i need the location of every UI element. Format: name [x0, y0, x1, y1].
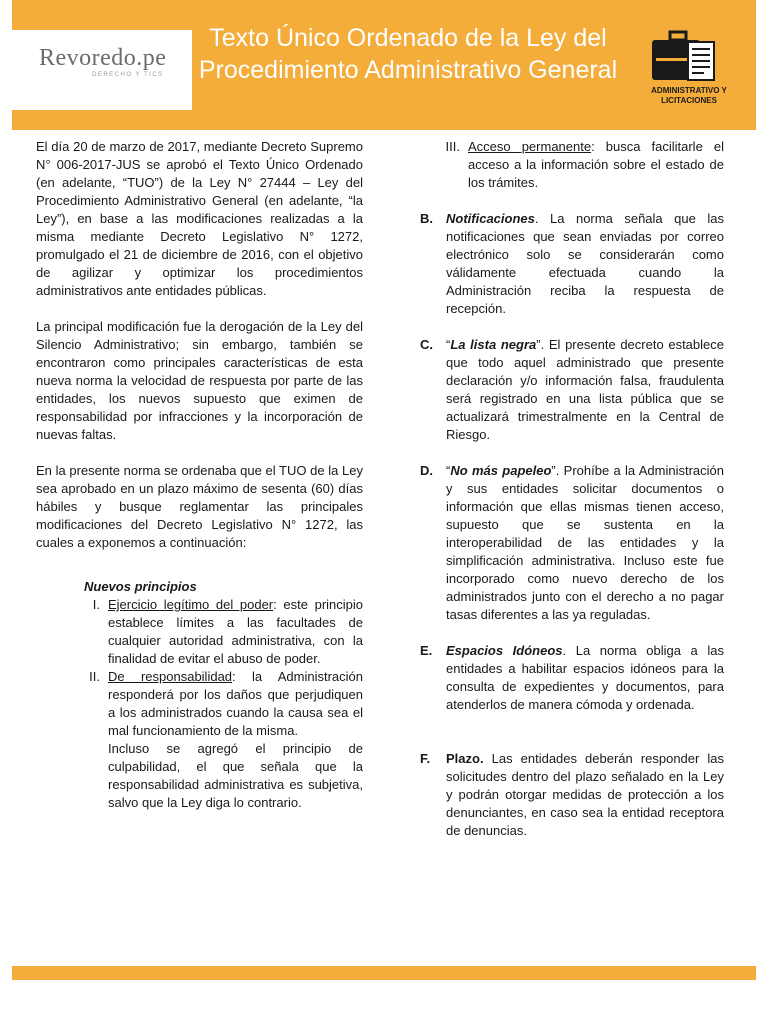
logo [12, 30, 192, 110]
item-term: La lista negra [450, 337, 537, 352]
item-letter: F. [420, 751, 431, 766]
list-item [420, 642, 724, 714]
list-item [36, 596, 363, 668]
right-column [420, 138, 724, 858]
list-item [420, 138, 724, 192]
category-badge: ADMINISTRATIVO Y LICITACIONES [651, 86, 727, 105]
list-item: C. “La lista negra”. El presente decreto establece que todo aquel administrado que presente declaración y/o información falsa, fraudulenta será registrado en una lista pública que se actualizará trimestralmente en la Central de Riesgo. [420, 337, 724, 442]
item-letter: E. [420, 643, 433, 658]
item-text: . Prohíbe a la Administración y sus entidades solicitar documentos o información que ellas mismas tienen acceso, supuesto que se sustenta en la interoperabilidad de las entidades y la simplificación administrativa. Incluso este fue incorporado como nuevo derecho de los administrados junto con el derecho a no pagar tasas diferentes a las ya reguladas. [446, 463, 724, 622]
item-number: I. [92, 597, 100, 612]
item-term: Plazo. [446, 751, 484, 766]
modification-paragraph: La principal modificación fue la derogación de la Ley del Silencio Administrativo; sin embargo, también se encontraron como principales características de esta nueva norma la velocidad de respuesta por parte de las entidades, los nuevos supuesto que eximen de responsabilidad por infracciones y la incorporación de nuevas faltas. [36, 319, 363, 442]
norm-paragraph: En la presente norma se ordenaba que el TUO de la Ley sea aprobado en un plazo máximo de sesenta (60) días hábiles y busque reglamentar las principales modificaciones del Decreto Legislativo N° 1272, las cuales a exponemos a continuación: [36, 463, 363, 550]
intro-paragraph: El día 20 de marzo de 2017, mediante Decreto Supremo N° 006-2017-JUS se aprobó el Texto Único Ordenado (en adelante, “TUO”) de la Ley N° 27444 – Ley del Procedimiento Administrativo General (en adelante, “la Ley”), en base a las modificaciones realizadas a la misma mediante Decreto Legislativo N° 1272, promulgado el 21 de diciembre de 2016, con el objetivo de agilizar y optimizar los procedimientos administrativos ante entidades públicas. [36, 139, 363, 298]
item-term: De responsabilidad [108, 669, 233, 684]
page-title: Texto Único Ordenado de la Ley del Procedimiento Administrativo General [198, 24, 618, 84]
item-number: III. [445, 139, 460, 154]
logo-subtitle: DERECHO Y TICS [92, 72, 164, 78]
item-number: II. [89, 669, 100, 684]
item-letter: B. [420, 211, 433, 226]
item-term: Espacios Idóneos [446, 643, 563, 658]
list-item [36, 668, 363, 812]
subheading-nuevos-principios: Nuevos principios [84, 579, 197, 594]
item-term: Ejercicio legítimo del poder [108, 597, 274, 612]
item-term: No más papeleo [450, 463, 552, 478]
footer-bar [12, 966, 756, 980]
item-letter: D. [420, 463, 433, 478]
left-column [36, 138, 363, 812]
logo-text: Revoredo.pe [39, 45, 167, 71]
item-text: : este principio establece límites a las facultades de cualquier autoridad administrativa, con la finalidad de evitar el abuso de poder. [108, 597, 363, 666]
item-text: : busca facilitarle el acceso a la información sobre el estado de los trámites. [468, 139, 724, 190]
item-extra: Incluso se agregó el principio de culpabilidad, el que señala que la responsabilidad administrativa es subjetiva, salvo que la Ley diga lo contrario. [108, 741, 363, 810]
item-text: . El presente decreto establece que todo aquel administrado que presente declaración y/o información falsa, fraudulenta será registrado en una lista pública que se actualizará trimestralmente en la Central de Riesgo. [446, 337, 724, 442]
list-item [420, 210, 724, 318]
item-letter: C. [420, 337, 433, 352]
item-term: Acceso permanente [468, 139, 592, 154]
list-item: D. “No más papeleo”. Prohíbe a la Administración y sus entidades solicitar documentos o información que ellas mismas tienen acceso, supuesto que se sustenta en la interoperabilidad de las entidades y la simplificación administrativa. Incluso este fue incorporado como nuevo derecho de los administrados junto con el derecho a no pagar tasas diferentes a las ya reguladas. [420, 463, 724, 622]
item-text: . La norma obliga a las entidades a habilitar espacios idóneos para la consulta de expedientes y documentos, para atenderlos de manera cómoda y ordenada. [446, 643, 724, 712]
item-text: : la Administración responderá por los daños que perjudiquen a los administrados cuando la causa sea el mal funcionamiento de la misma. [108, 669, 363, 738]
list-item [420, 750, 724, 840]
header-banner [12, 0, 756, 130]
item-term: Notificaciones [446, 211, 535, 226]
item-text: . La norma señala que las notificaciones que sean enviadas por correo electrónico solo se considerarán como válidamente efectuada cuando la Administración reciba la respuesta de recepción. [446, 211, 724, 316]
item-text: Las entidades deberán responder las solicitudes dentro del plazo señalado en la Ley y podrán otorgar medidas de protección a los denunciantes, en caso sea la entidad receptora de denuncias. [446, 751, 724, 838]
briefcase-document-icon [648, 30, 718, 86]
